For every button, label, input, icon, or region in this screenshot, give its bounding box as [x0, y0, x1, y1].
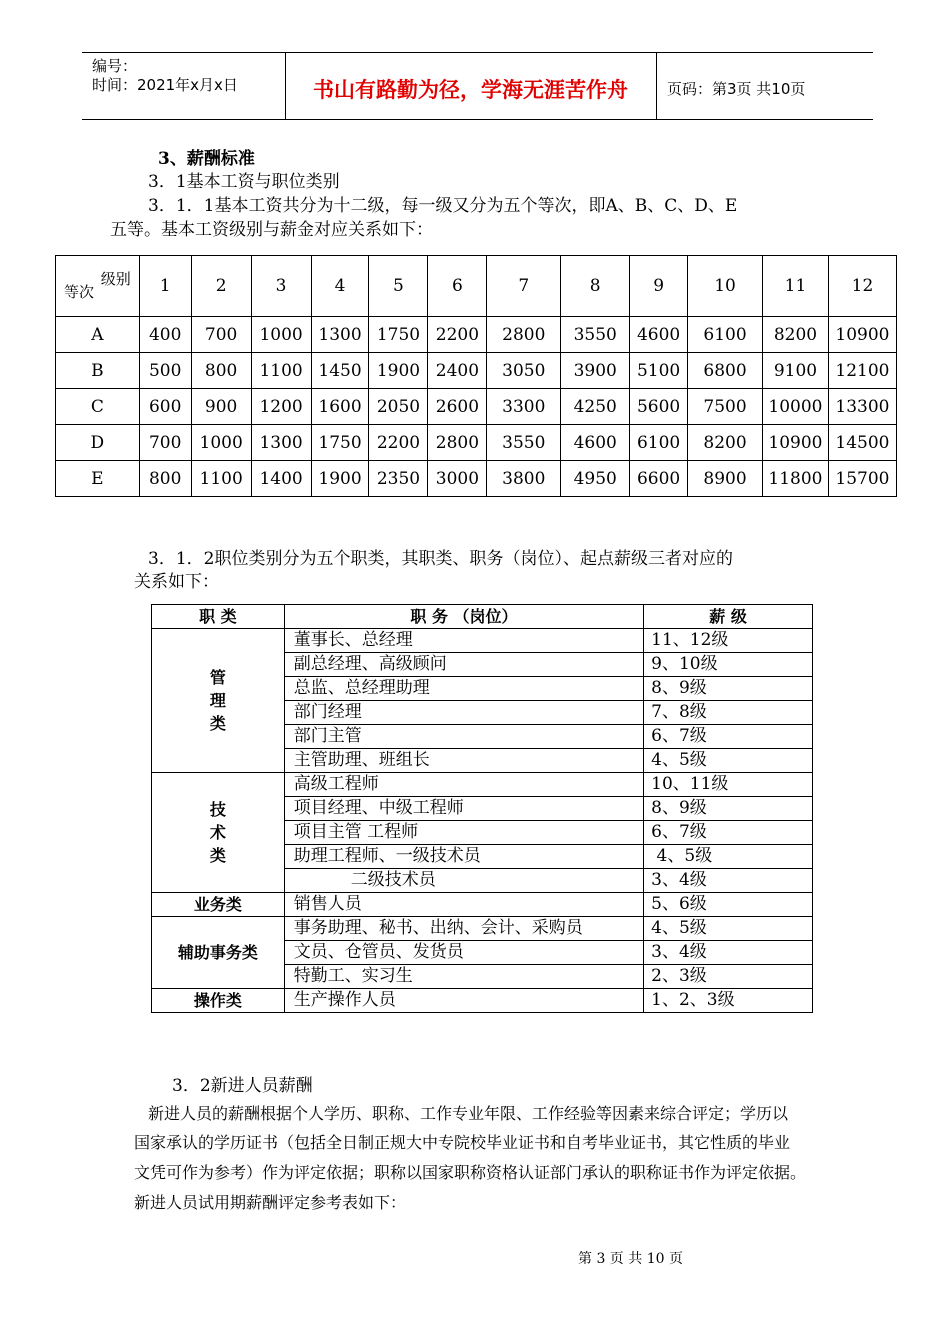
position-table-header	[152, 605, 813, 629]
job-title-cell: 董事长、总经理	[284, 629, 643, 653]
job-title-cell: 高级工程师	[284, 773, 643, 797]
level-header-cell: 1	[139, 256, 191, 317]
salary-value-cell: 1600	[311, 389, 369, 425]
header-bottom-rule	[82, 119, 873, 120]
salary-value-cell: 1750	[311, 425, 369, 461]
level-header-cell: 8	[561, 256, 630, 317]
salary-value-cell: 4250	[561, 389, 630, 425]
category-label: 理	[209, 691, 226, 710]
salary-value-cell: 800	[139, 461, 191, 497]
doc-time-label: 时间：2021年x月x日	[92, 76, 238, 94]
header-category: 职 类	[152, 605, 285, 629]
salary-value-cell: 3000	[428, 461, 487, 497]
header-motto: 书山有路勤为径，学海无涯苦作舟	[313, 78, 628, 102]
position-row	[152, 773, 813, 797]
job-title-cell: 主管助理、班组长	[284, 749, 643, 773]
category-label: 技	[209, 800, 226, 819]
footer-page-number: 第 3 页 共 10 页	[578, 1251, 683, 1267]
job-title-cell: 生产操作人员	[284, 989, 643, 1013]
salary-value-cell: 6100	[688, 317, 763, 353]
salary-value-cell: 14500	[828, 425, 896, 461]
salary-value-cell: 2400	[428, 353, 487, 389]
position-row	[152, 917, 813, 941]
category-label: 操作类	[193, 991, 242, 1010]
salary-value-cell: 7500	[688, 389, 763, 425]
salary-value-cell: 1200	[251, 389, 311, 425]
salary-value-cell: 8200	[688, 425, 763, 461]
category-label: 业务类	[193, 895, 242, 914]
paragraph-line: 国家承认的学历证书（包括全日制正规大中专院校毕业证书和自考毕业证书，其它性质的毕业	[134, 1133, 791, 1152]
salary-value-cell: 3050	[487, 353, 561, 389]
level-header-cell: 12	[828, 256, 896, 317]
level-header-cell: 9	[630, 256, 688, 317]
salary-value-cell: 2800	[487, 317, 561, 353]
salary-grade-row	[56, 461, 897, 497]
salary-value-cell: 400	[139, 317, 191, 353]
salary-level-cell: 2、3级	[644, 965, 813, 989]
salary-level-cell: 7、8级	[644, 701, 813, 725]
salary-level-cell: 8、9级	[644, 797, 813, 821]
header-divider	[656, 52, 657, 119]
section-title: 3、薪酬标准	[158, 149, 255, 169]
salary-value-cell: 12100	[828, 353, 896, 389]
salary-value-cell: 3300	[487, 389, 561, 425]
job-title-cell: 项目主管 工程师	[284, 821, 643, 845]
category-label: 类	[209, 714, 226, 733]
salary-value-cell: 2350	[369, 461, 428, 497]
job-title-cell: 文员、仓管员、发货员	[284, 941, 643, 965]
category-cell	[152, 773, 285, 893]
salary-grade-row	[56, 353, 897, 389]
salary-value-cell: 4600	[561, 425, 630, 461]
position-category-table	[151, 604, 813, 1013]
paragraph-line: 3．1．2职位类别分为五个职类，其职类、职务（岗位）、起点薪级三者对应的	[148, 549, 733, 569]
salary-value-cell: 5600	[630, 389, 688, 425]
category-label: 辅助事务类	[177, 943, 258, 962]
salary-value-cell: 1100	[251, 353, 311, 389]
salary-value-cell: 1900	[311, 461, 369, 497]
salary-level-cell: 5、6级	[644, 893, 813, 917]
header-top-rule	[82, 52, 873, 53]
header-level: 薪 级	[644, 605, 813, 629]
position-row	[152, 893, 813, 917]
salary-value-cell: 1000	[191, 425, 251, 461]
salary-value-cell: 1100	[191, 461, 251, 497]
category-cell	[152, 629, 285, 773]
salary-grid-header-row	[56, 256, 897, 317]
salary-value-cell: 2600	[428, 389, 487, 425]
position-row	[152, 989, 813, 1013]
paragraph-line: 3．1．1基本工资共分为十二级，每一级又分为五个等次，即A、B、C、D、E	[148, 196, 738, 216]
category-cell	[152, 893, 285, 917]
salary-value-cell: 3800	[487, 461, 561, 497]
paragraph-line: 五等。基本工资级别与薪金对应关系如下：	[110, 220, 433, 240]
grade-label-cell: D	[56, 425, 140, 461]
job-title-cell: 部门主管	[284, 725, 643, 749]
salary-value-cell: 2200	[369, 425, 428, 461]
salary-level-cell: 3、4级	[644, 869, 813, 893]
subsection-title: 3．1基本工资与职位类别	[148, 172, 340, 192]
salary-value-cell: 6100	[630, 425, 688, 461]
salary-grid-table	[55, 255, 897, 497]
header-job: 职 务 （岗位）	[284, 605, 643, 629]
salary-value-cell: 10900	[828, 317, 896, 353]
grade-label-cell: A	[56, 317, 140, 353]
salary-value-cell: 9100	[762, 353, 828, 389]
salary-level-cell: 1、2、3级	[644, 989, 813, 1013]
page-indicator: 页码：第3页 共10页	[667, 80, 806, 98]
level-header-cell: 2	[191, 256, 251, 317]
position-row	[152, 629, 813, 653]
salary-value-cell: 1300	[251, 425, 311, 461]
salary-value-cell: 10000	[762, 389, 828, 425]
salary-value-cell: 5100	[630, 353, 688, 389]
doc-code-label: 编号：	[92, 57, 138, 75]
salary-value-cell: 1750	[369, 317, 428, 353]
salary-value-cell: 1900	[369, 353, 428, 389]
salary-value-cell: 6600	[630, 461, 688, 497]
salary-value-cell: 1300	[311, 317, 369, 353]
salary-level-cell: 6、7级	[644, 821, 813, 845]
salary-level-cell: 4、5级	[644, 917, 813, 941]
salary-grade-row	[56, 317, 897, 353]
salary-value-cell: 700	[191, 317, 251, 353]
salary-level-cell: 6、7级	[644, 725, 813, 749]
salary-value-cell: 8900	[688, 461, 763, 497]
salary-value-cell: 3900	[561, 353, 630, 389]
salary-value-cell: 11800	[762, 461, 828, 497]
category-label: 管	[209, 668, 226, 687]
salary-value-cell: 900	[191, 389, 251, 425]
salary-value-cell: 500	[139, 353, 191, 389]
salary-level-cell: 8、9级	[644, 677, 813, 701]
paragraph-line: 关系如下：	[134, 572, 219, 592]
salary-value-cell: 8200	[762, 317, 828, 353]
salary-value-cell: 1400	[251, 461, 311, 497]
job-title-cell: 特勤工、实习生	[284, 965, 643, 989]
level-header-cell: 3	[251, 256, 311, 317]
job-title-cell: 部门经理	[284, 701, 643, 725]
level-header-cell: 7	[487, 256, 561, 317]
corner-grade-label: 等次	[64, 283, 95, 301]
salary-level-cell: 11、12级	[644, 629, 813, 653]
salary-level-cell: 9、10级	[644, 653, 813, 677]
salary-level-cell: 3、4级	[644, 941, 813, 965]
salary-value-cell: 13300	[828, 389, 896, 425]
grade-label-cell: C	[56, 389, 140, 425]
salary-value-cell: 1000	[251, 317, 311, 353]
salary-value-cell: 3550	[561, 317, 630, 353]
salary-value-cell: 800	[191, 353, 251, 389]
paragraph-line: 新进人员的薪酬根据个人学历、职称、工作专业年限、工作经验等因素来综合评定；学历以	[148, 1104, 789, 1123]
job-title-cell: 二级技术员	[284, 869, 643, 893]
level-header-cell: 11	[762, 256, 828, 317]
salary-value-cell: 4600	[630, 317, 688, 353]
salary-grade-row	[56, 389, 897, 425]
level-header-cell: 10	[688, 256, 763, 317]
job-title-cell: 副总经理、高级顾问	[284, 653, 643, 677]
category-cell	[152, 917, 285, 989]
grade-label-cell: E	[56, 461, 140, 497]
salary-grade-row	[56, 425, 897, 461]
salary-value-cell: 10900	[762, 425, 828, 461]
job-title-cell: 总监、总经理助理	[284, 677, 643, 701]
level-header-cell: 5	[369, 256, 428, 317]
category-cell	[152, 989, 285, 1013]
paragraph-line: 文凭可作为参考）作为评定依据；职称以国家职称资格认证部门承认的职称证书作为评定依据。	[134, 1163, 807, 1182]
category-label: 类	[209, 846, 226, 865]
job-title-cell: 项目经理、中级工程师	[284, 797, 643, 821]
grid-corner-cell	[56, 256, 140, 317]
level-header-cell: 6	[428, 256, 487, 317]
salary-level-cell: 4、5级	[644, 845, 813, 869]
salary-value-cell: 700	[139, 425, 191, 461]
category-label: 术	[209, 823, 226, 842]
corner-level-label: 级别	[100, 270, 131, 288]
salary-value-cell: 15700	[828, 461, 896, 497]
level-header-cell: 4	[311, 256, 369, 317]
salary-value-cell: 4950	[561, 461, 630, 497]
salary-value-cell: 600	[139, 389, 191, 425]
subsection-title: 3．2新进人员薪酬	[172, 1076, 313, 1096]
salary-level-cell: 4、5级	[644, 749, 813, 773]
paragraph-line: 新进人员试用期薪酬评定参考表如下：	[134, 1193, 407, 1212]
job-title-cell: 事务助理、秘书、出纳、会计、采购员	[284, 917, 643, 941]
job-title-cell: 助理工程师、一级技术员	[284, 845, 643, 869]
salary-level-cell: 10、11级	[644, 773, 813, 797]
salary-value-cell: 3550	[487, 425, 561, 461]
salary-value-cell: 2200	[428, 317, 487, 353]
salary-value-cell: 1450	[311, 353, 369, 389]
salary-value-cell: 2050	[369, 389, 428, 425]
salary-value-cell: 2800	[428, 425, 487, 461]
job-title-cell: 销售人员	[284, 893, 643, 917]
grade-label-cell: B	[56, 353, 140, 389]
salary-value-cell: 6800	[688, 353, 763, 389]
